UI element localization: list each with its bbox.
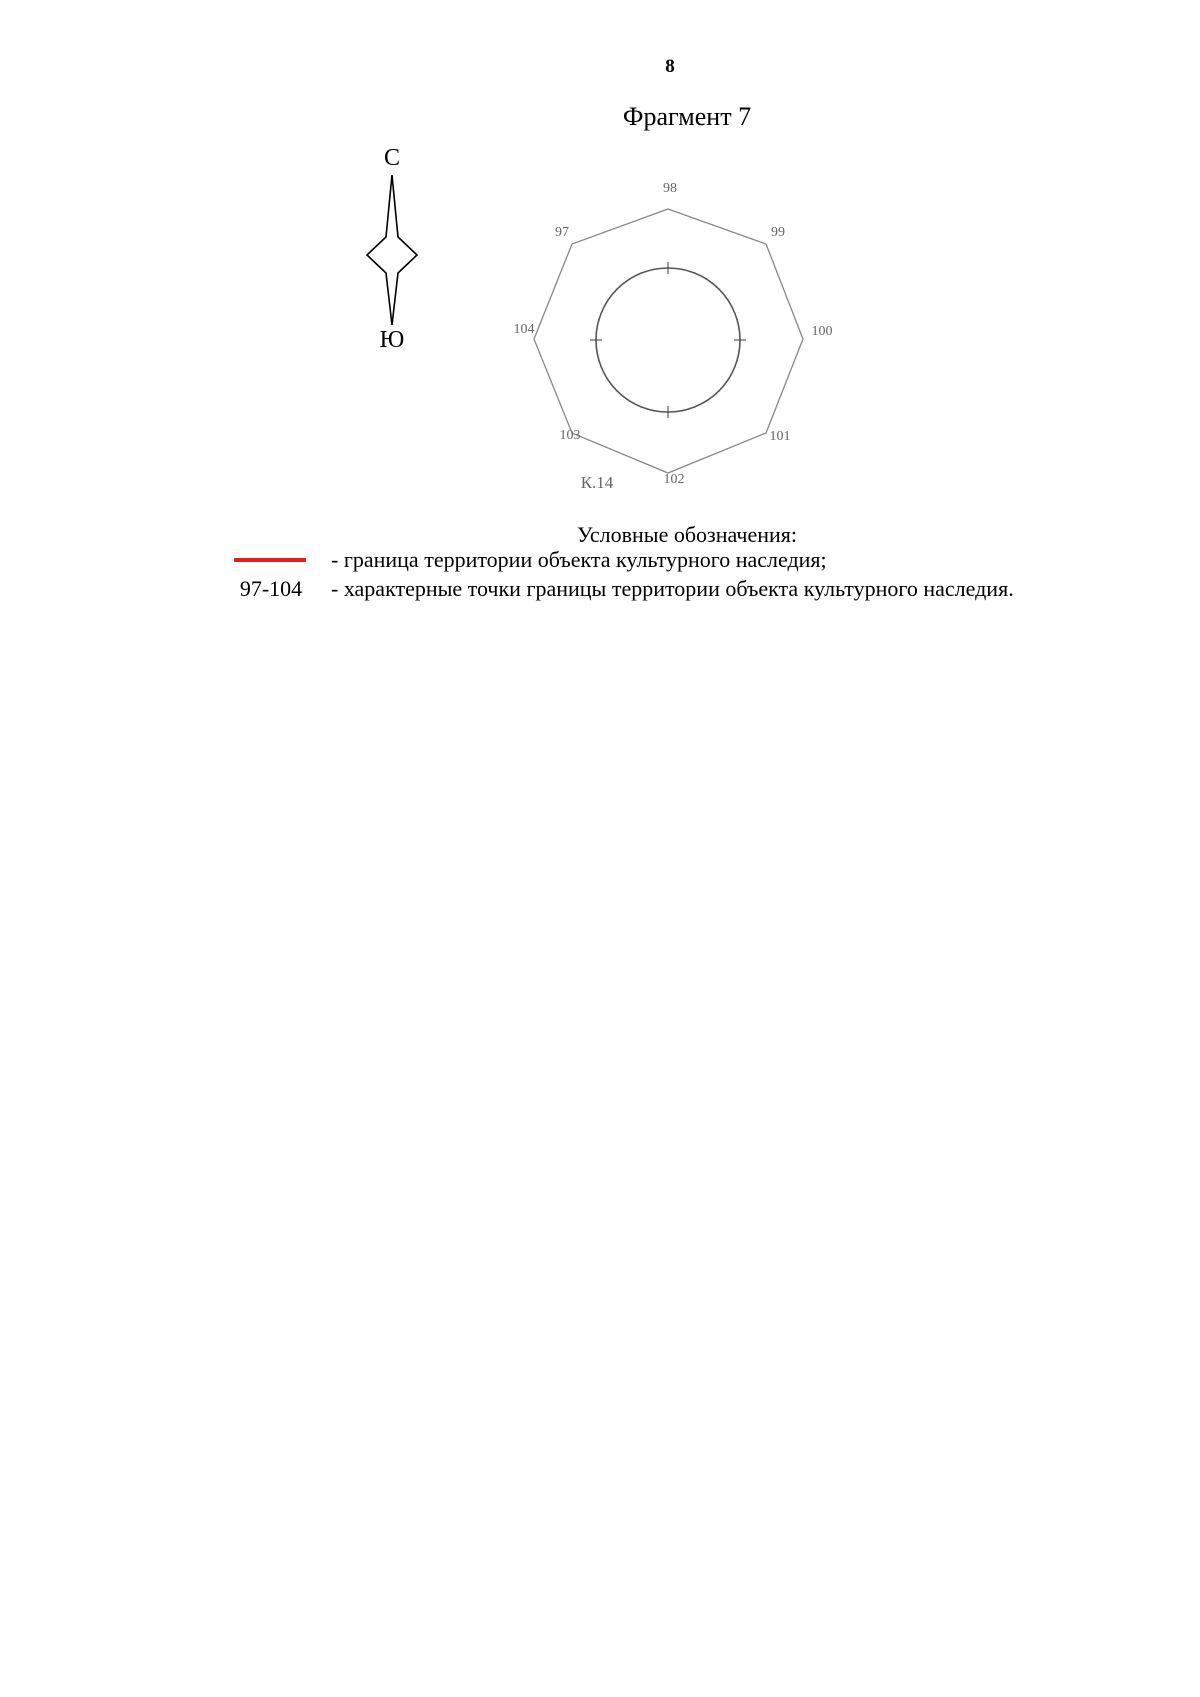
legend-item-key: 97-104	[239, 576, 303, 601]
boundary-line-swatch	[234, 558, 306, 562]
legend-title: Условные обозначения:	[576, 522, 798, 547]
point-label: 97	[555, 225, 569, 240]
compass-rose	[362, 145, 422, 355]
compass-north-label: С	[383, 145, 400, 171]
point-label: 101	[769, 429, 791, 444]
monument-circle	[596, 268, 740, 412]
circle-ticks	[590, 262, 746, 418]
point-label: 104	[513, 322, 535, 337]
page-number: 8	[665, 56, 675, 77]
fragment-title: Фрагмент 7	[622, 102, 752, 131]
point-label: 99	[771, 225, 785, 240]
legend-item-boundary	[226, 547, 1126, 577]
point-label: 98	[663, 181, 677, 196]
legend-item-text: - характерные точки границы территории объекта культурного наследия.	[331, 576, 1014, 601]
point-label: 103	[559, 428, 581, 443]
point-label: 102	[663, 472, 685, 487]
legend-item-points	[226, 576, 1126, 606]
legend-item-text: - граница территории объекта культурного наследия;	[331, 547, 827, 572]
point-label: 100	[811, 324, 833, 339]
compass-needle-icon	[362, 175, 422, 325]
compass-south-label: Ю	[379, 327, 405, 353]
cadastral-label: К.14	[580, 473, 614, 492]
site-plan	[500, 170, 840, 500]
